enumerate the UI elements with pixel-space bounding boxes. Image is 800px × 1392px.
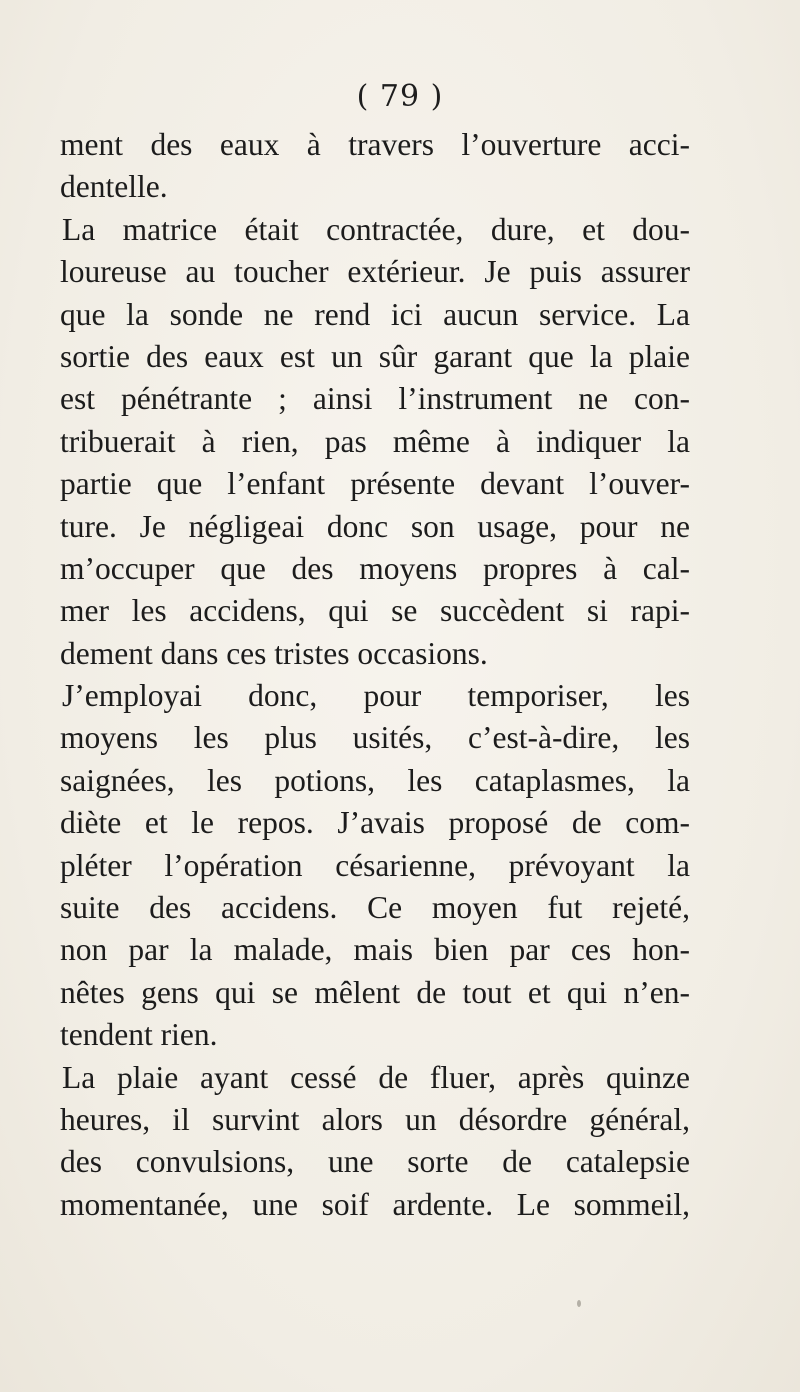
text-line: dentelle. [60,169,168,205]
text-line: suite des accidens. Ce moyen fut rejeté, [60,890,690,926]
text-line: momentanée, une soif ardente. Le sommeil, [60,1186,690,1222]
text-line: sortie des eaux est un sûr garant que la plaie [60,338,690,374]
page-number: ( 79 ) [356,79,444,114]
text-line: pléter l’opération césarienne, prévoyant la [60,847,690,883]
text-line: que la sonde ne rend ici aucun service. La [60,296,690,332]
text-line: dement dans ces tristes occasions. [60,635,488,671]
text-line: La matrice était contractée, dure, et dou- [62,211,690,247]
text-line: La plaie ayant cessé de fluer, après quinze [62,1059,690,1095]
text-line: est pénétrante ; ainsi l’instrument ne con- [60,381,690,417]
text-line: moyens les plus usités, c’est-à-dire, les [60,720,690,756]
text-line: ture. Je négligeai donc son usage, pour ne [60,508,690,544]
text-line: J’employai donc, pour temporiser, les [62,678,690,714]
text-line: des convulsions, une sorte de catalepsie [60,1144,690,1180]
text-line: mer les accidens, qui se succèdent si rapi- [60,593,690,629]
text-line: nêtes gens qui se mêlent de tout et qui n’en- [60,974,690,1010]
text-line: heures, il survint alors un désordre général, [60,1101,690,1137]
text-line: tribuerait à rien, pas même à indiquer la [60,423,690,459]
text-line: m’occuper que des moyens propres à cal- [60,550,690,586]
text-line: partie que l’enfant présente devant l’ouver- [60,466,690,502]
body-text [60,124,690,1226]
text-line: ment des eaux à travers l’ouverture acci- [60,127,690,162]
text-line: non par la malade, mais bien par ces hon- [60,932,690,968]
text-line: diète et le repos. J’avais proposé de com- [60,805,690,841]
text-line: loureuse au toucher extérieur. Je puis assurer [60,254,690,290]
text-line: tendent rien. [60,1017,218,1053]
ink-speck [577,1300,581,1307]
text-line: saignées, les potions, les cataplasmes, la [60,762,690,798]
